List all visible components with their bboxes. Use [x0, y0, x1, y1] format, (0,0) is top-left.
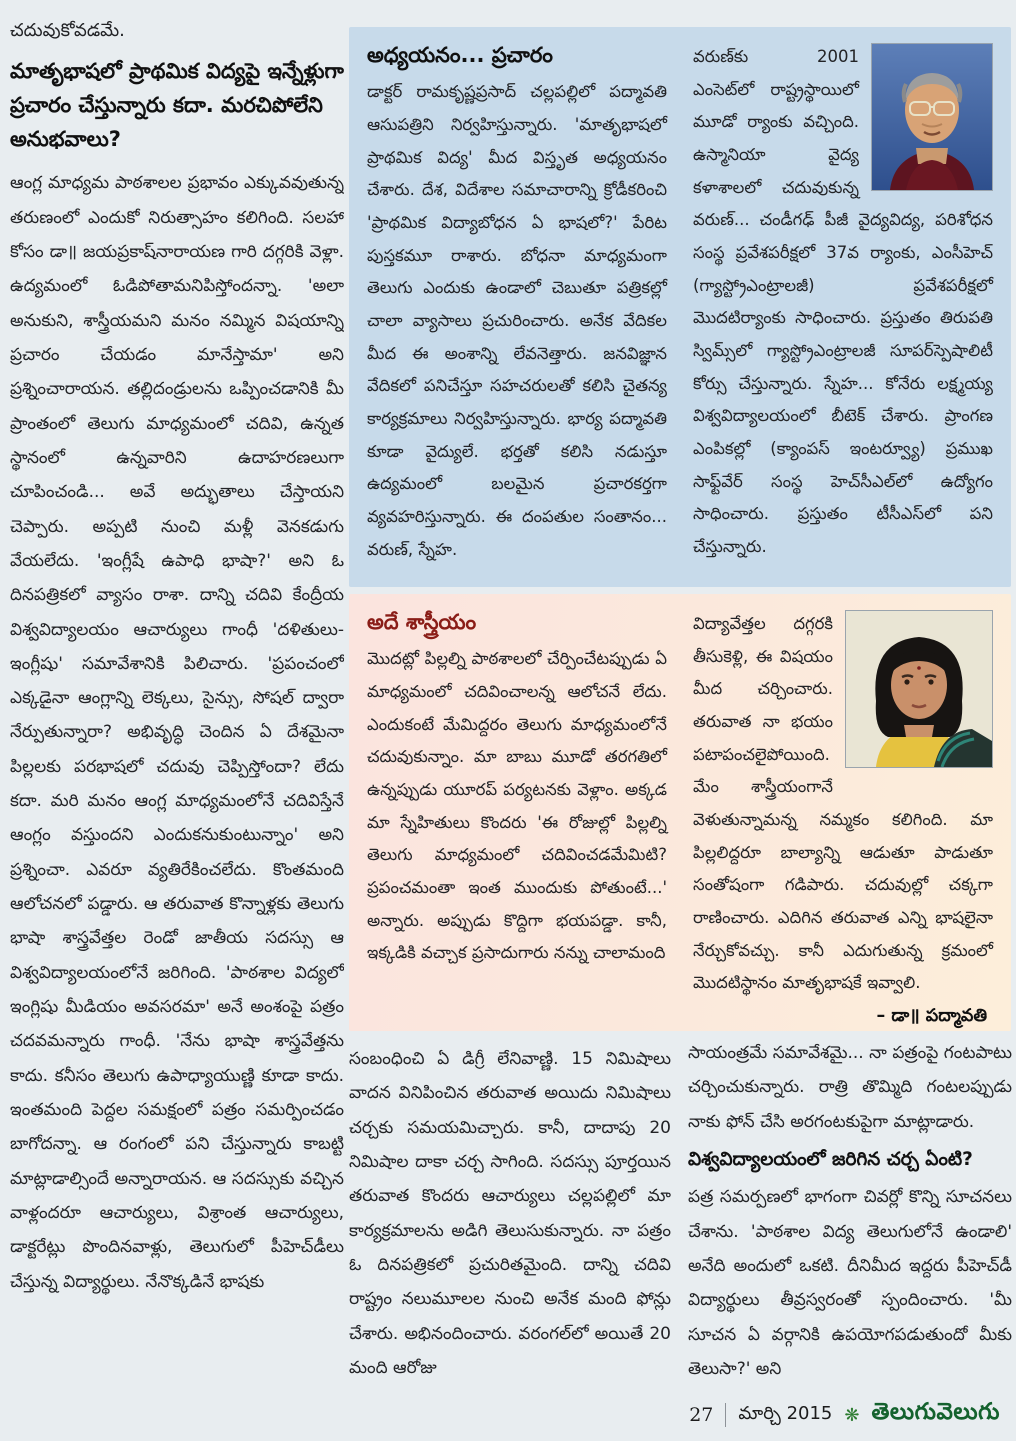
science-box-column-2: [693, 608, 993, 1026]
left-column-answer: ఆంగ్ల మాధ్యమ పాఠశాలల ప్రభావం ఎక్కువవుతున్న తరుణంలో ఎందుకో నిరుత్సాహం కలిగింది. సలహా కోసం డా॥ జయప్రకాష్‌నారాయణ గారి దగ్గరికి వెళ్లా. ఉద్యమంలో ఓడిపోతామనిపిస్తోందన్నా. 'అలా అనుకుని, శాస్త్రీయమని మనం నమ్మిన విషయాన్ని ప్రచారం చేయడం మానేస్తామా' అని ప్రశ్నించారాయన. తల్లిదండ్రులను ఒప్పించడానికి మీ ప్రాంతంలో తెలుగు మాధ్యమంలో చదివి, ఉన్నత స్థానంలో ఉన్నవారిని ఉదాహరణలుగా చూపించండి... అవే అద్భుతాలు చేస్తాయని చెప్పారు. అప్పటి నుంచి మళ్లీ వెనకడుగు వేయలేదు. 'ఇంగ్లీషే ఉపాధి భాషా?' అని ఓ దినపత్రికలో వ్యాసం రాశా. దాన్ని చదివి కేంద్రీయ విశ్వవిద్యాలయం ఆచార్యులు గాంధీ 'దళితులు-ఇంగ్లీషు' సమావేశానికి పిలిచారు. 'ప్రపంచంలో ఎక్కడైనా ఆంగ్లాన్ని లెక్కలు, సైన్సు, సోషల్ ద్వారా నేర్పుతున్నారా? అభివృద్ధి చెందిన ఏ దేశమైనా పిల్లలకు పరభాషలో చదువు చెప్పిస్తోందా? లేదు కదా. మరి మనం ఆంగ్ల మాధ్యమంలోనే చదివిస్తేనే ఆంగ్లం వస్తుందని ఎందుకనుకుంటున్నాం' అని ప్రశ్నించా. ఎవరూ వ్యతిరేకించలేదు. కొంతమంది ఆలోచనలో పడ్డారు. ఆ తరువాత కొన్నాళ్లకు తెలుగు భాషా శాస్త్రవేత్తల రెండో జాతీయ సదస్సు ఆ విశ్వవిద్యాలయంలోనే జరిగింది. 'పాఠశాల విద్యలో ఇంగ్లిషు మీడియం అవసరమా' అనే అంశంపై పత్రం చదవమన్నారు గాంధీ. 'నేను భాషా శాస్త్రవేత్తను కాదు. కనీసం తెలుగు ఉపాధ్యాయుణ్ణి కూడా కాదు. ఇంతమంది పెద్దల సమక్షంలో పత్రం సమర్పించడం బాగోదన్నా. ఆ రంగంలో పని చేస్తున్నారు కాబట్టి మాట్లాడాల్సిందే అన్నారాయన. ఆ సదస్సుకు వచ్చిన వాళ్లందరూ ఆచార్యులు, విశ్రాంత ఆచార్యులు, డాక్టరేట్లు పొందినవాళ్లు, తెలుగులో పీహెచ్‌డీలు చేస్తున్న విద్యార్థులు. నేనొక్కడినే భాషకు: [10, 173, 344, 1292]
left-column: [10, 14, 344, 1409]
study-box-text-2: వరుణ్‌కు 2001 ఎంసెట్‌లో రాష్ట్రస్థాయిలో మూడో ర్యాంకు వచ్చింది. ఉస్మానియా వైద్య కళాశాలలో చదువుకున్న వరుణ్... చండీగఢ్ పీజీ వైద్యవిద్య, పరిశోధన సంస్థ ప్రవేశపరీక్షలో 37వ ర్యాంకు, ఎంసీహెచ్ (గ్యాస్ట్రోఎంట్రాలజీ) ప్రవేశపరీక్షలో మొదటిర్యాంకు సాధించారు. ప్రస్తుతం తిరుపతి స్విమ్స్‌లో గ్యాస్ట్రోఎంట్రాలజీ సూపర్‌స్పెషాలిటీ కోర్సు చేస్తున్నారు. స్నేహ... కోనేరు లక్ష్మయ్య విశ్వవిద్యాలయంలో బీటెక్ చేశారు. ప్రాంగణ ఎంపికల్లో (క్యాంపస్ ఇంటర్వ్యూ) ప్రముఖ సాఫ్ట్‌వేర్ సంస్థ హెచ్‌సీఎల్‌లో ఉద్యోగం సాధించారు. ప్రస్తుతం టీసీఎస్‌లో పని చేస్తున్నారు.: [693, 47, 993, 556]
middle-column-bottom: [349, 1042, 671, 1414]
woman-portrait-photo: [845, 610, 993, 768]
study-campaign-box: [349, 27, 1011, 587]
issue-date: మార్చి 2015: [738, 1402, 833, 1424]
right-bottom-para-1: సాయంత్రమే సమావేశమై... నా పత్రంపై గంటపాటు చర్చించుకున్నారు. రాత్రి తొమ్మిది గంటలప్పుడు నాకు ఫోన్ చేసి అరగంటకుపైగా మాట్లాడారు.: [688, 1043, 1012, 1132]
science-box: [349, 594, 1011, 1031]
science-box-signature: – డా॥ పద్మావతి: [876, 1005, 987, 1026]
man-portrait-photo: [871, 43, 993, 191]
study-box-column-2: [693, 41, 993, 577]
science-box-title: అదే శాస్త్రీయం: [367, 610, 477, 634]
science-box-text-1: మొదట్లో పిల్లల్ని పాఠశాలలో చేర్పించేటప్పుడు ఏ మాధ్యమంలో చదివించాలన్న ఆలోచనే లేదు. ఎందుకంటే మేమిద్దరం తెలుగు మాధ్యమంలోనే చదువుకున్నాం. మా బాబు మూడో తరగతిలో ఉన్నప్పుడు యూరప్ పర్యటనకు వెళ్లాం. అక్కడ మా స్నేహితులు కొందరు 'ఈ రోజుల్లో పిల్లల్ని తెలుగు మాధ్యమంలో చదివించడమేమిటి? ప్రపంచమంతా ఇంత ముందుకు పోతుంటే...' అన్నారు. అప్పుడు కొద్దిగా భయపడ్డా. కానీ, ఇక్కడికి వచ్చాక ప్రసాదుగారు నన్ను చాలామంది: [367, 649, 667, 963]
right-bottom-question: విశ్వవిద్యాలయంలో జరిగిన చర్చ ఏంటి?: [688, 1148, 973, 1170]
right-column-bottom: [688, 1036, 1012, 1414]
science-box-text-2: విద్యావేత్తల దగ్గరకి తీసుకెళ్లి, ఈ విషయం మీద చర్చించారు. తరువాత నా భయం పటాపంచలైపోయింది. మేం శాస్త్రీయంగానే వెళుతున్నామన్న నమ్మకం కలిగింది. మా పిల్లలిద్దరూ బాల్యాన్ని ఆడుతూ పాడుతూ సంతోషంగా గడిపారు. చదువుల్లో చక్కగా రాణించారు. ఎదిగిన తరువాత ఎన్ని భాషలైనా నేర్చుకోవచ్చు. కానీ ఎదుగుతున్న క్రమంలో మొదటిస్థానం మాతృభాషకే ఇవ్వాలి.: [693, 614, 993, 993]
interview-question: మాతృభాషలో ప్రాథమిక విద్యపై ఇన్నేళ్లుగా ప్రచారం చేస్తున్నారు కదా. మరచిపోలేని అనుభవాలు?: [10, 59, 344, 152]
page-number: 27: [689, 1404, 714, 1426]
right-bottom-para-2: పత్ర సమర్పణలో భాగంగా చివర్లో కొన్ని సూచనలు చేశాను. 'పాఠశాల విద్య తెలుగులోనే ఉండాలి' అనేది అందులో ఒకటి. దీనిమీద ఇద్దరు పీహెచ్‌డీ విద్యార్థులు తీవ్రస్వరంతో స్పందించారు. 'మీ సూచన ఏ వర్గానికి ఉపయోగపడుతుందో మీకు తెలుసా?' అని: [688, 1187, 1012, 1379]
left-column-lead: చదువుకోవడమే.: [10, 20, 125, 41]
flower-icon: ❋: [844, 1404, 860, 1426]
study-box-title: అధ్యయనం... ప్రచారం: [367, 43, 553, 67]
study-box-column-1: [367, 41, 667, 577]
study-box-text-1: డాక్టర్ రామకృష్ణప్రసాద్ చల్లపల్లిలో పద్మావతి ఆసుపత్రిని నిర్వహిస్తున్నారు. 'మాతృభాషలో ప్రాథమిక విద్య' మీద విస్తృత అధ్యయనం చేశారు. దేశ, విదేశాల సమాచారాన్ని క్రోడీకరించి 'ప్రాథమిక విద్యాబోధన ఏ భాషలో?' పేరిట పుస్తకమూ రాశారు. బోధనా మాధ్యమంగా తెలుగు ఎందుకు ఉండాలో చెబుతూ పత్రికల్లో చాలా వ్యాసాలు ప్రచురించారు. అనేక వేదికల మీద ఈ అంశాన్ని లేవనెత్తారు. జనవిజ్ఞాన వేదికలో పనిచేస్తూ సహచరులతో కలిసి చైతన్య కార్యక్రమాలు నిర్వహిస్తున్నారు. భార్య పద్మావతి కూడా వైద్యులే. భర్తతో కలిసి నడుస్తూ ఉద్యమంలో బలమైన ప్రచారకర్తగా వ్యవహరిస్తున్నారు. ఈ దంపతుల సంతానం... వరుణ్, స్నేహ.: [367, 82, 667, 559]
page-footer: [660, 1398, 1010, 1432]
footer-divider: [725, 1403, 726, 1427]
magazine-name: తెలుగువెలుగు: [871, 1399, 1000, 1425]
middle-bottom-text: సంబంధించి ఏ డిగ్రీ లేనివాణ్ణి. 15 నిమిషాలు వాదన వినిపించిన తరువాత అయిదు నిమిషాలు చర్చకు సమయమిచ్చారు. కానీ, దాదాపు 20 నిమిషాల దాకా చర్చ సాగింది. సదస్సు పూర్తయిన తరువాత కొందరు ఆచార్యులు చల్లపల్లిలో మా కార్యక్రమాలను అడిగి తెలుసుకున్నారు. నా పత్రం ఓ దినపత్రికలో ప్రచురితమైంది. దాన్ని చదివి రాష్ట్రం నలుమూలల నుంచి అనేక మంది ఫోన్లు చేశారు. అభినందించారు. వరంగల్‌లో అయితే 20 మంది ఆరోజు: [349, 1049, 671, 1378]
science-box-column-1: [367, 608, 667, 1021]
